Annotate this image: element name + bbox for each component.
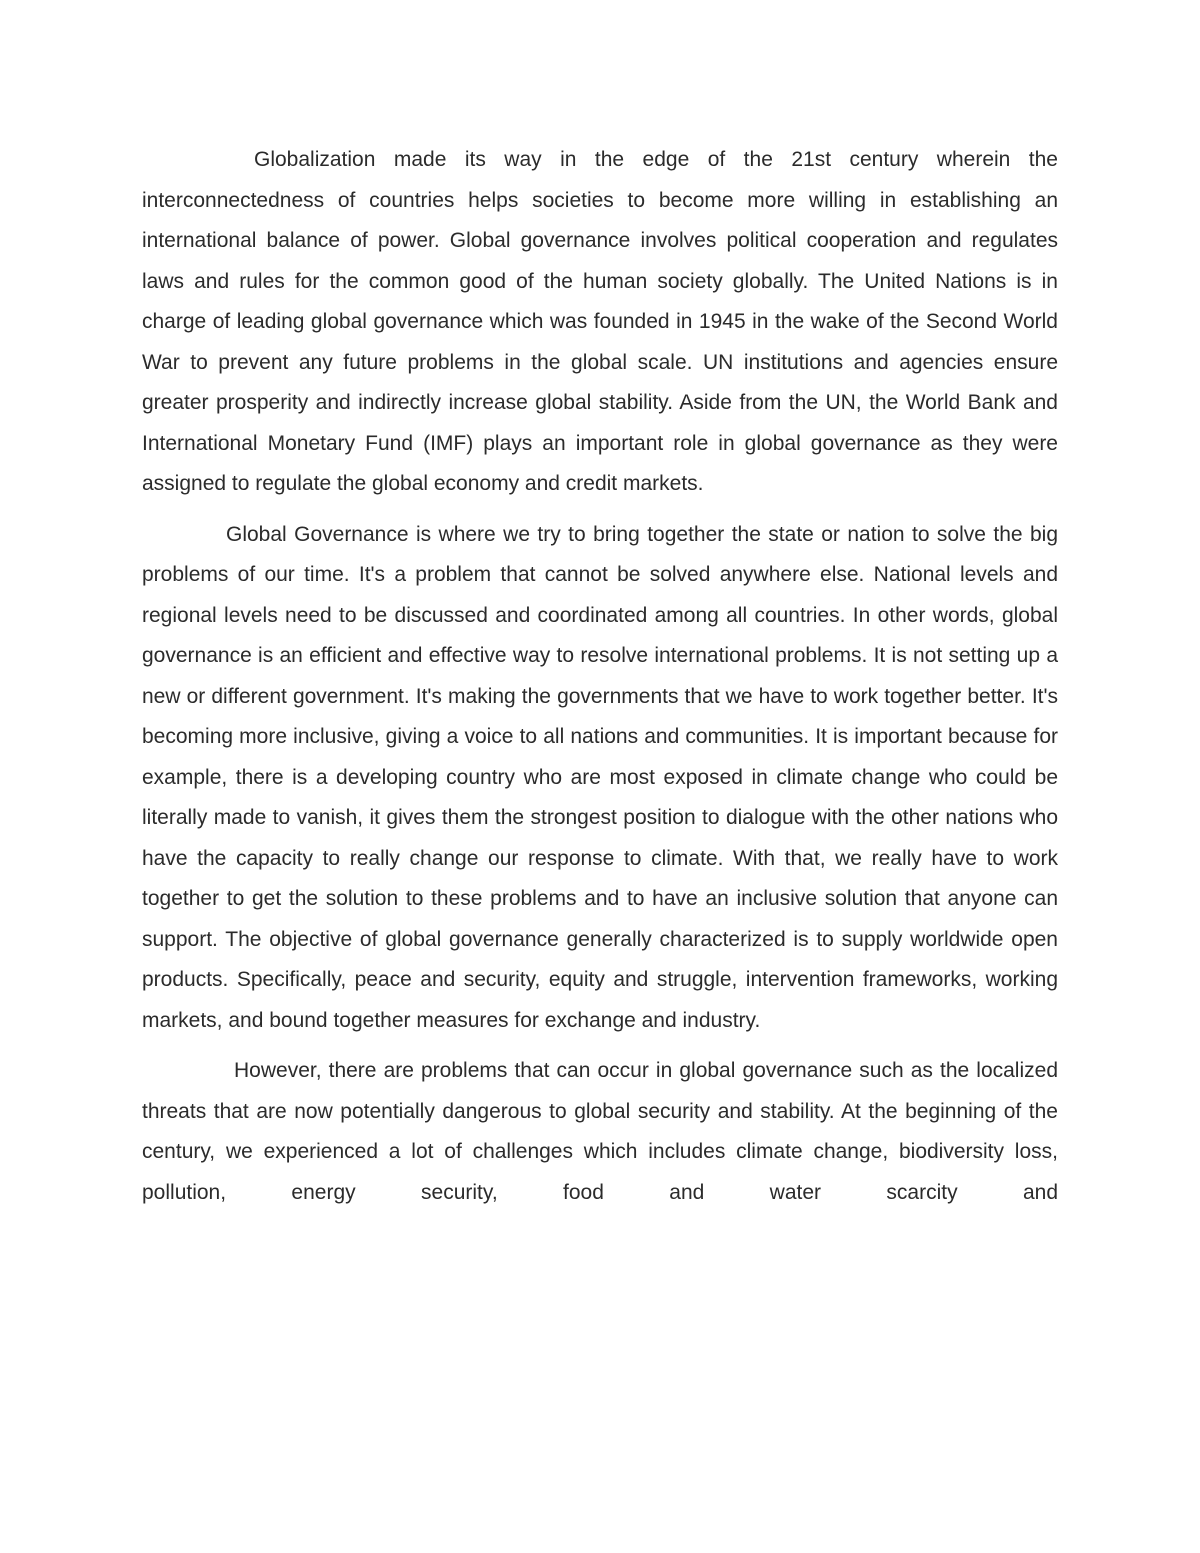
paragraph-3: However, there are problems that can occur in global governance such as the localized threats that are now potentially dangerous to global security and stability. At the beginning of the century, we experienced a lot of challenges which includes climate change, biodiversity loss, pollution, energy security, food and water scarcity and (142, 1059, 1058, 1204)
paragraph-2: Global Governance is where we try to bring together the state or nation to solve the big problems of our time. It's a problem that cannot be solved anywhere else. National levels and regional levels need to be discussed and coordinated among all countries. In other words, global governance is an efficient and effective way to resolve international problems. It is not setting up a new or different government. It's making the governments that we have to work together better. It's becoming more inclusive, giving a voice to all nations and communities. It is important because for example, there is a developing country who are most exposed in climate change who could be literally made to vanish, it gives them the strongest position to dialogue with the other nations who have the capacity to really change our response to climate. With that, we really have to work together to get the solution to these problems and to have an inclusive solution that anyone can support. The objective of global governance generally characterized is to supply worldwide open products. Specifically, peace and security, equity and struggle, intervention frameworks, working markets, and bound together measures for exchange and industry. (142, 522, 1058, 1032)
paragraph-1: Globalization made its way in the edge of the 21st century wherein the interconnectedness of countries helps societies to become more willing in establishing an international balance of power. Global governance involves political cooperation and regulates laws and rules for the common good of the human society globally. The United Nations is in charge of leading global governance which was founded in 1945 in the wake of the Second World War to prevent any future problems in the global scale. UN institutions and agencies ensure greater prosperity and indirectly increase global stability. Aside from the UN, the World Bank and International Monetary Fund (IMF) plays an important role in global governance as they were assigned to regulate the global economy and credit markets. (142, 148, 1058, 495)
body-text (142, 140, 1058, 1223)
